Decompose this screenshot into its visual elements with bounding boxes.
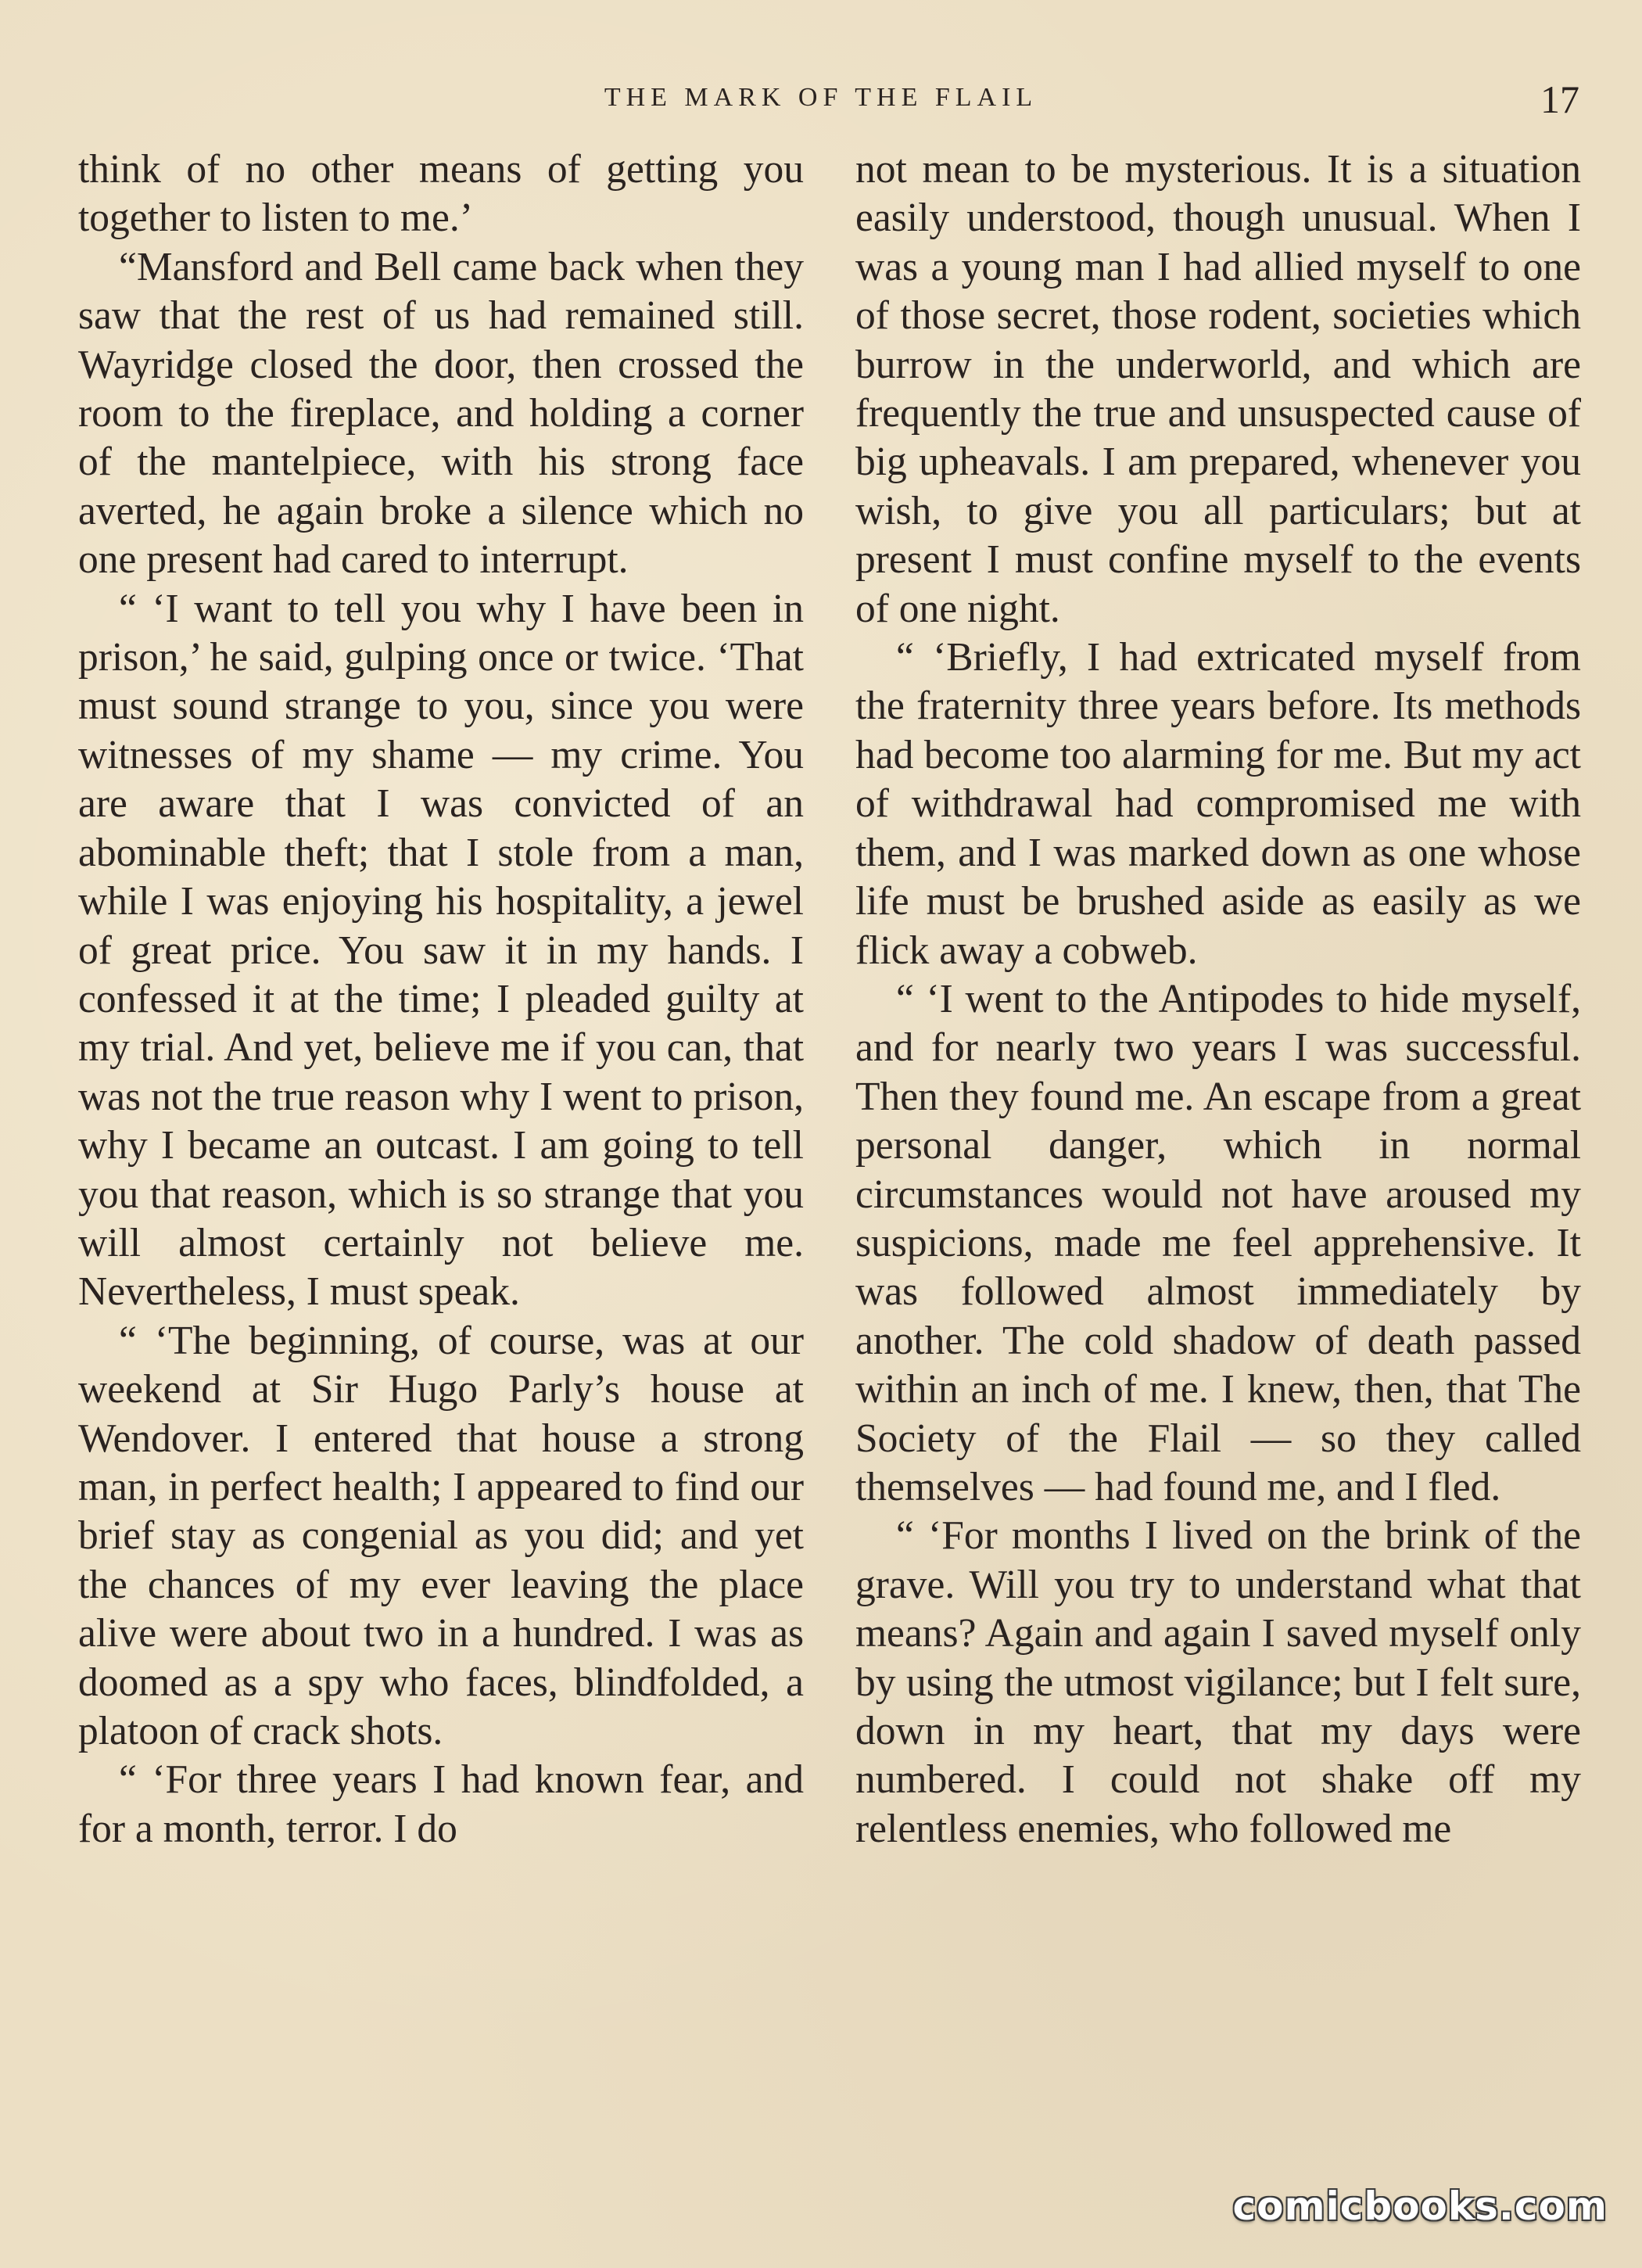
- paragraph: “ ‘The beginning, of course, was at our weekend at Sir Hugo Parly’s house at Wendover. I entered that house a strong man, in perfect health; I appeared to find our brief stay as congenial as you did; and yet the chances of my ever leaving the place alive were about two in a hundred. I was as doomed as a spy who faces, blindfolded, a platoon of crack shots.: [78, 1318, 804, 1753]
- paragraph: “Mansford and Bell came back when they saw that the rest of us had remained still. Wayridge closed the door, then crossed the room to the fireplace, and holding a corner of the mantelpiece, with his strong face averted, he again broke a silence which no one present had cared to interrupt.: [78, 244, 804, 583]
- page-number: 17: [1540, 77, 1579, 121]
- right-column: [855, 145, 1581, 1854]
- paragraph: “ ‘Briefly, I had extricated myself from the fraternity three years before. Its methods had become too alarming for me. But my act of withdrawal had compromised me with them, and I was marked down as one whose life must be brushed aside as easily as we flick away a cobweb.: [855, 635, 1581, 973]
- paragraph: “ ‘For three years I had known fear, and for a month, terror. I do: [78, 1757, 804, 1851]
- page-header: [0, 77, 1642, 124]
- paragraph: “ ‘For months I lived on the brink of the grave. Will you try to understand what that means? Again and again I saved myself only by using the utmost vigilance; but I felt sure, down in my heart, that my days were numbered. I could not shake off my relentless enemies, who followed me: [855, 1513, 1581, 1851]
- paragraph: “ ‘I want to tell you why I have been in prison,’ he said, gulping once or twice. ‘That must sound strange to you, since you were witnesses of my shame — my crime. You are aware that I was convicted of an abominable theft; that I stole from a man, while I was enjoying his hospitality, a jewel of great price. You saw it in my hands. I confessed it at the time; I pleaded guilty at my trial. And yet, believe me if you can, that was not the true reason why I went to prison, why I became an outcast. I am going to tell you that reason, which is so strange that you will almost certainly not believe me. Nevertheless, I must speak.: [78, 586, 804, 1315]
- paragraph: “ ‘I went to the Antipodes to hide myself, and for nearly two years I was successful. Then they found me. An escape from a great personal danger, which in normal circumstances would not have aroused my suspicions, made me feel apprehensive. It was followed almost immediately by another. The cold shadow of death passed within an inch of me. I knew, then, that The Society of the Flail — so they called themselves — had found me, and I fled.: [855, 976, 1581, 1509]
- site-watermark: comicbooks.com: [1232, 2184, 1608, 2229]
- left-column: [78, 145, 804, 1854]
- paragraph: not mean to be mysterious. It is a situation easily understood, though unusual. When I was a young man I had allied myself to one of those secret, those rodent, societies which burrow in the underworld, and which are frequently the true and unsuspected cause of big upheavals. I am prepared, whenever you wish, to give you all particulars; but at present I must confine myself to the events of one night.: [855, 147, 1581, 631]
- running-title: THE MARK OF THE FLAIL: [604, 83, 1038, 112]
- paragraph: think of no other means of getting you together to listen to me.’: [78, 147, 804, 241]
